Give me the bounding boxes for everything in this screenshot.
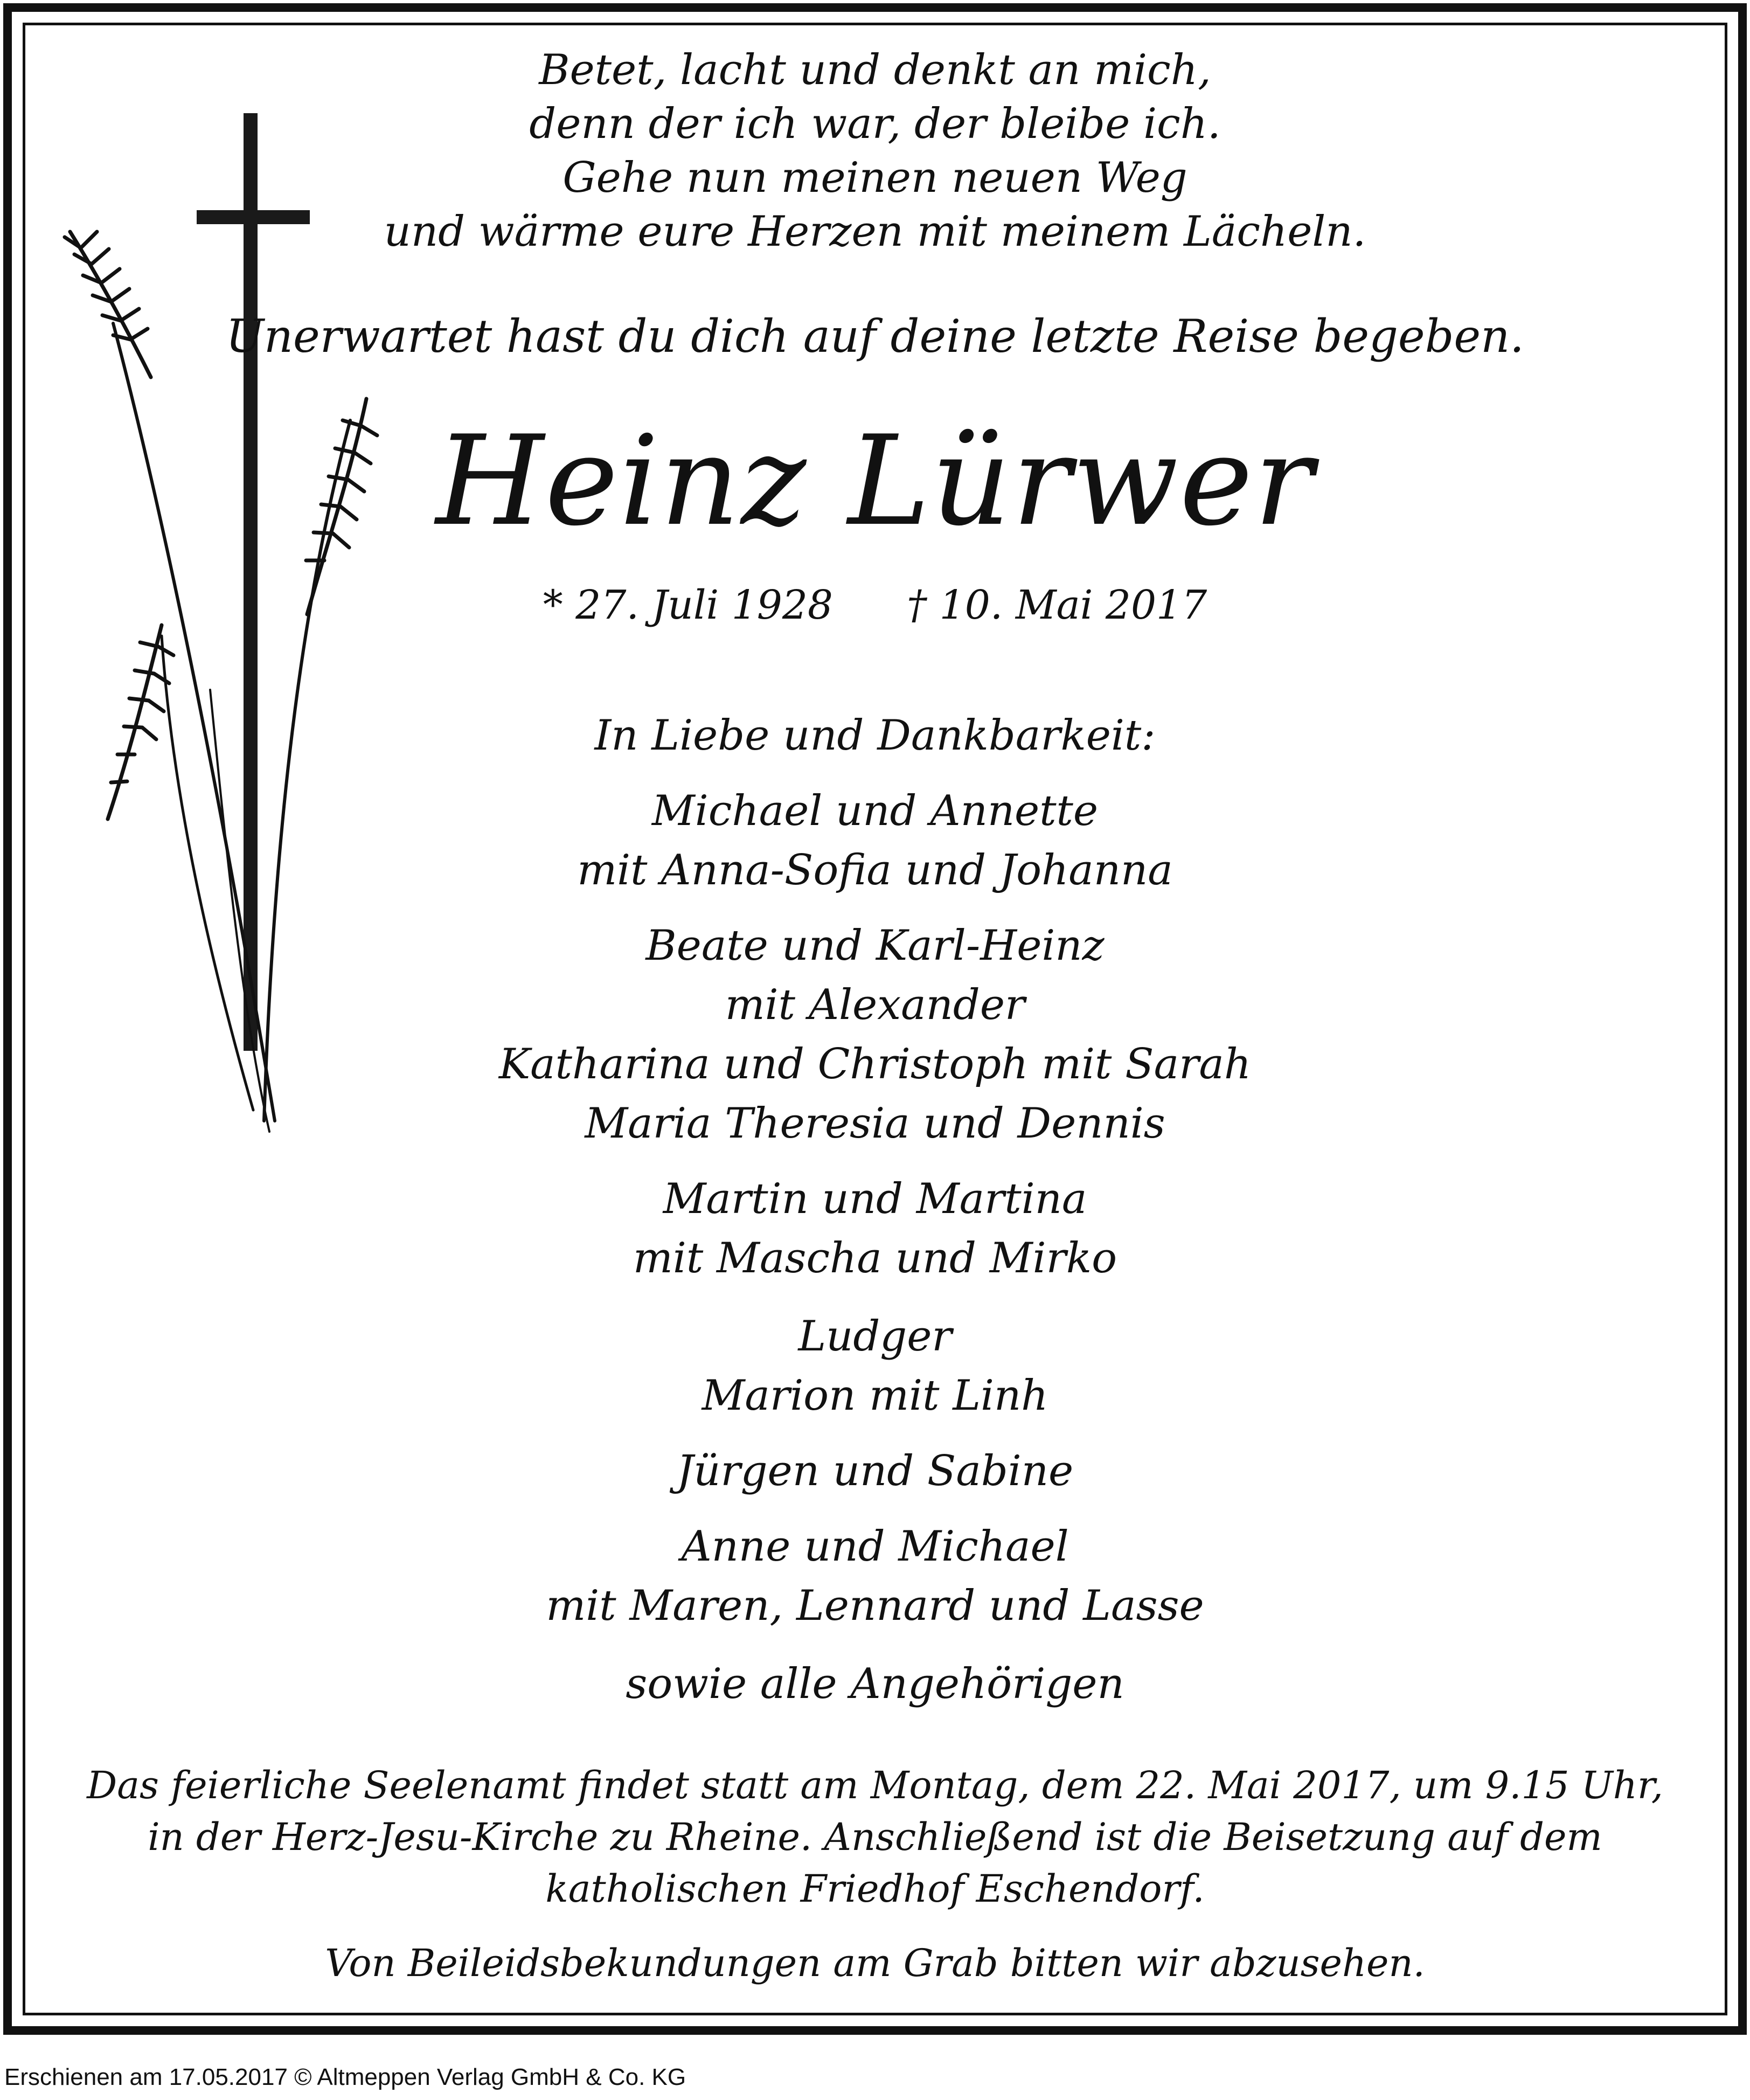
poem-line-2: denn der ich war, der bleibe ich. xyxy=(529,100,1221,148)
mourner-line: Anne und Michael xyxy=(681,1522,1069,1571)
mourner-line: Jürgen und Sabine xyxy=(676,1447,1074,1495)
mourner-line: mit Alexander xyxy=(725,981,1025,1029)
intro-text: Unerwartet hast du dich auf deine letzte Reise begeben. xyxy=(226,310,1524,363)
service-line-1: Das feierliche Seelenamt findet statt am Montag, dem 22. Mai 2017, um 9.15 Uhr, xyxy=(87,1763,1663,1807)
mourner-line: Katharina und Christoph mit Sarah xyxy=(498,1040,1252,1089)
deceased-name: Heinz Lürwer xyxy=(435,410,1315,553)
service-line-2: in der Herz-Jesu-Kirche zu Rheine. Anschließend ist die Beisetzung auf dem xyxy=(148,1815,1602,1859)
mourner-line: Ludger xyxy=(798,1312,952,1361)
publication-footer: Erschienen am 17.05.2017 © Altmeppen Verlag GmbH & Co. KG xyxy=(4,2064,686,2090)
mourners-heading: In Liebe und Dankbarkeit: xyxy=(594,711,1156,760)
mourner-line: mit Maren, Lennard und Lasse xyxy=(546,1582,1204,1630)
mourner-line: Michael und Annette xyxy=(651,787,1099,835)
mourner-line: mit Mascha und Mirko xyxy=(633,1234,1117,1283)
poem-line-1: Betet, lacht und denkt an mich, xyxy=(539,46,1211,94)
poem-line-3: Gehe nun meinen neuen Weg xyxy=(562,154,1188,202)
mourner-line: Maria Theresia und Dennis xyxy=(585,1099,1165,1148)
poem-line-4: und wärme eure Herzen mit meinem Lächeln. xyxy=(384,207,1366,256)
mourner-line: mit Anna-Sofia und Johanna xyxy=(577,846,1173,895)
service-line-3: katholischen Friedhof Eschendorf. xyxy=(545,1867,1205,1911)
mourner-line: Beate und Karl-Heinz xyxy=(645,921,1105,970)
life-dates xyxy=(0,582,1750,628)
service-note: Von Beileidsbekundungen am Grab bitten wir abzusehen. xyxy=(325,1941,1425,1985)
death-symbol: † xyxy=(907,582,927,628)
mourner-line: Marion mit Linh xyxy=(702,1371,1048,1420)
death-date: 10. Mai 2017 xyxy=(939,582,1207,628)
birth-date: * 27. Juli 1928 xyxy=(543,582,834,628)
mourner-line: Martin und Martina xyxy=(663,1175,1087,1223)
mourner-line: sowie alle Angehörigen xyxy=(626,1660,1124,1708)
